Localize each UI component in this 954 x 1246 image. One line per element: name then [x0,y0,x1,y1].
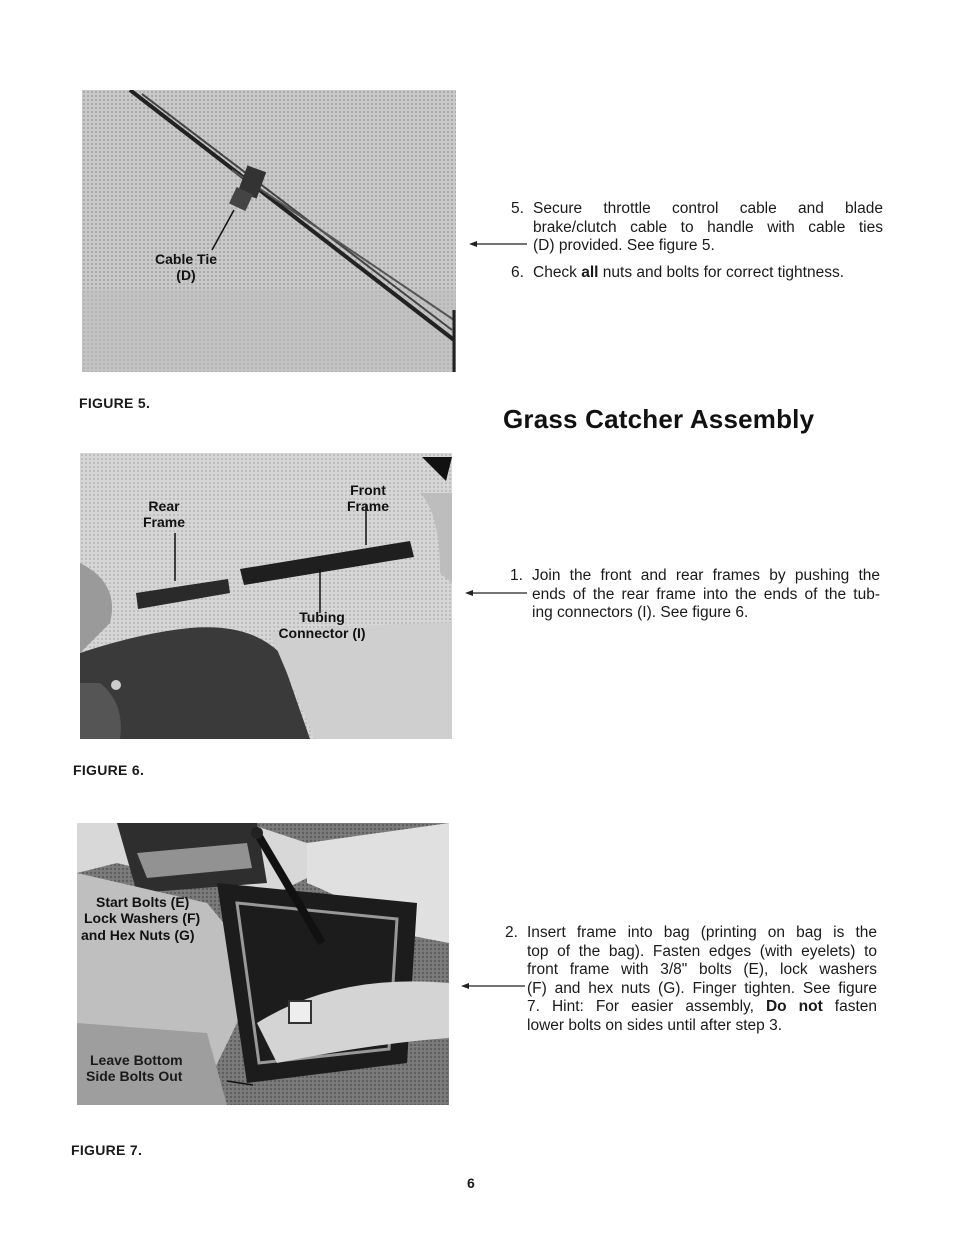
step-1-line-3: ing connectors (I). See figure 6. [532,604,749,621]
step-2-line-3: front frame with 3/8" bolts (E), lock washers [527,961,877,978]
step-2-hint-tail: fasten [822,998,877,1015]
step-2-line-1: Insert frame into bag (printing on bag is the [527,924,877,941]
step-5-line-3: (D) provided. See figure 5. [533,237,715,254]
label-start-bolts: Start Bolts (E) [96,894,190,910]
figure-7-caption: FIGURE 7. [71,1142,143,1158]
step-5-number: 5. [511,200,524,217]
step-2-line-5 [527,998,877,1017]
step-2-line-6: lower bolts on sides until after step 3. [527,1016,783,1034]
section-heading: Grass Catcher Assembly [503,404,815,434]
page-number: 6 [467,1175,475,1191]
step-2-bold: Do not [765,998,823,1015]
step-5-line-2: brake/clutch cable to handle with cable ties [533,218,883,236]
label-front-frame: Frame [346,498,390,514]
step-5-line-1: Secure throttle control cable and blade [533,200,883,217]
step-1-line-1: Join the front and rear frames by pushing the [532,567,880,584]
label-rear-frame: Frame [142,514,186,530]
step-2-hint-text: 7. Hint: For easier assembly, [527,998,766,1015]
label-rear: Rear [148,498,180,514]
step-5 [511,200,883,260]
step-1 [510,567,882,627]
label-cable-tie: Cable Tie [155,251,217,267]
step-2-line-2: top of the bag). Fasten edges (with eyelets) to [527,942,877,960]
step-1-number: 1. [510,567,523,584]
label-hex-nuts: and Hex Nuts (G) [81,927,195,943]
step-6 [511,264,883,284]
step-2-line-4: (F) and hex nuts (G). Finger tighten. See figure [527,979,877,997]
label-lock-washers: Lock Washers (F) [84,910,201,926]
label-tubing: Tubing [299,609,345,625]
label-side-bolts-out: Side Bolts Out [86,1068,183,1084]
step-1-line-2: ends of the rear frame into the ends of the tub- [532,585,880,603]
step-6-text-b: nuts and bolts for correct tightness. [598,264,845,281]
step-6-bold: all [581,264,599,281]
label-tubing-connector: Connector (I) [278,625,366,641]
figure-6-caption: FIGURE 6. [73,762,145,778]
figure-5-photo [82,90,456,372]
step-2-number: 2. [505,924,518,941]
step-2 [505,924,877,1044]
label-d: (D) [176,267,196,283]
label-leave-bottom: Leave Bottom [90,1052,183,1068]
figure-5-caption: FIGURE 5. [79,395,151,411]
step-6-text-a: Check [533,264,582,281]
label-front: Front [350,482,386,498]
step-6-number: 6. [511,264,524,281]
